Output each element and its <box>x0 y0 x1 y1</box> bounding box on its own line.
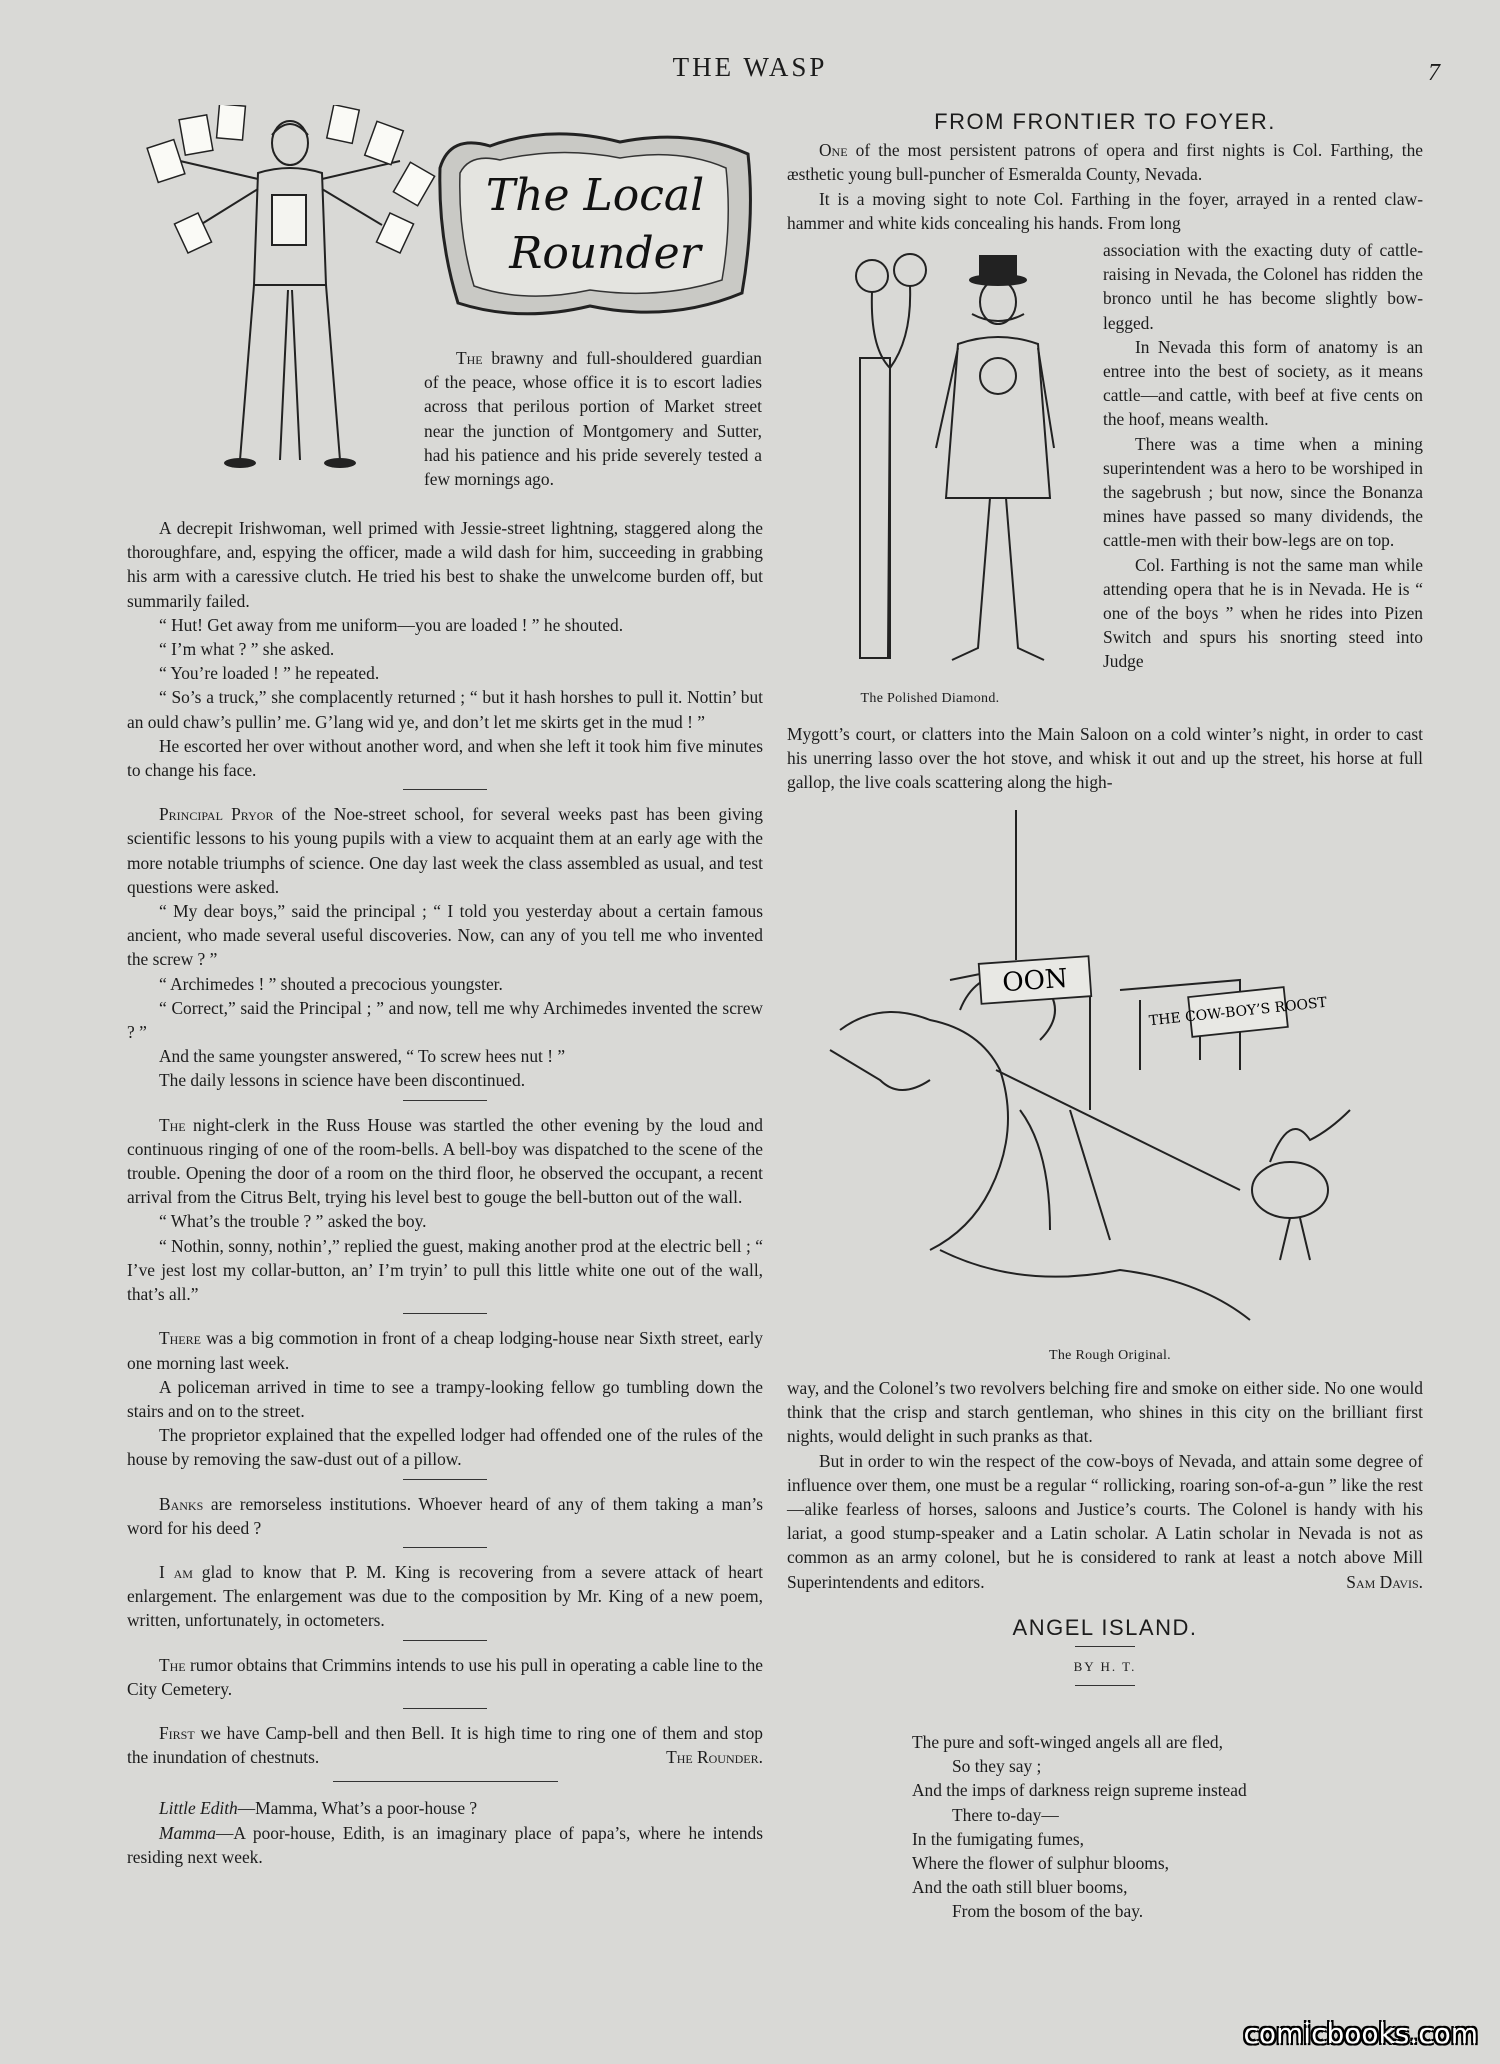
story2-para: The daily lessons in science have been discontinued. <box>159 1070 526 1091</box>
edith-text: —Mamma, What’s a poor-house ? <box>237 1798 478 1819</box>
frontier-column-beside <box>1103 238 1423 674</box>
frontier-signature: Sam Davis. <box>1346 1571 1423 1592</box>
local-rounder-intro <box>424 346 762 491</box>
story6-lead: I am <box>159 1561 193 1582</box>
poem-line: And the imps of darkness reign supreme instead <box>912 1780 1247 1801</box>
poem-line: So they say ; <box>952 1756 1042 1777</box>
story2-para: “ Archimedes ! ” shouted a precocious youngster. <box>159 973 503 994</box>
story2-para: “ My dear boys,” said the principal ; “ I told you yesterday about a certain famous ancient, who made several useful discoveries. Now, can any of you tell me who invented the screw ? ” <box>127 901 763 970</box>
section-divider <box>403 1479 487 1480</box>
story5-text: are remorseless institutions. Whoever heard of any of them taking a man’s word for his deed ? <box>127 1493 763 1538</box>
frontier-column-top <box>787 110 1423 235</box>
section-divider-short <box>1075 1646 1135 1647</box>
cowboys-roost-sign: THE COW-BOY’S ROOST <box>1148 994 1328 1030</box>
frontier-column-under <box>787 722 1423 795</box>
frontier-p4: There was a time when a mining superintendent was a hero to be worshiped in the sagebrush ; but now, since the Bonanza mines have passed so many dividends, the cattle-men with their bow-legs are on top. <box>1103 433 1423 551</box>
section-divider-long <box>333 1781 558 1782</box>
caption-rough-original: The Rough Original. <box>1049 1348 1171 1363</box>
saloon-sign: OON <box>1001 963 1069 999</box>
story1-para: He escorted her over without another word, and when she left it took him five minutes to change his face. <box>127 735 763 781</box>
story1-para: A decrepit Irishwoman, well primed with Jessie-street lightning, staggered along the thoroughfare, and, espying the officer, made a wild dash for him, succeeding in grabbing his arm with a caressive clutch. He tried his best to shake the unwelcome burden off, but summarily failed. <box>127 518 763 611</box>
story8-text: we have Camp-bell and then Bell. It is high time to ring one of them and stop the inundation of chestnuts. <box>127 1722 763 1768</box>
frontier-lead: One <box>819 140 848 161</box>
rounder-signature: The Rounder. <box>666 1747 763 1768</box>
story3-text: night-clerk in the Russ House was startled the other evening by the loud and continuous ringing of one of the room-bells. A bell-boy was dispatched to the scene of the trouble. Opening the door of a room on the third floor, he observed the occupant, a recent arrival from the Citrus Belt, trying his level best to gouge the bell-button out of the wall. <box>127 1114 763 1208</box>
section-divider-short <box>1075 1685 1135 1686</box>
poem-line: And the oath still bluer booms, <box>912 1877 1128 1898</box>
frontier-p1: of the most persistent patrons of opera and first nights is Col. Farthing, the æsthetic young bull-puncher of Esmeralda County, Nevada. <box>787 140 1423 185</box>
frontier-p2a: It is a moving sight to note Col. Farthing in the foyer, arrayed in a rented claw-hammer and white kids concealing his hands. From long <box>787 188 1423 233</box>
edith-name: Little Edith <box>159 1798 238 1819</box>
story4-para: A policeman arrived in time to see a trampy-looking fellow go tumbling down the stairs and on to the street. <box>127 1376 763 1421</box>
story2-para: And the same youngster answered, “ To screw hees nut ! ” <box>159 1046 566 1067</box>
angel-island-title: ANGEL ISLAND. <box>1012 1615 1198 1641</box>
story2-lead: Principal Pryor <box>159 804 274 825</box>
section-divider <box>403 1313 487 1314</box>
local-rounder-logo <box>430 128 760 323</box>
frontier-p2b: association with the exacting duty of cattle-raising in Nevada, the Colonel has ridden the bronco until he has become slightly bow-legged. <box>1103 240 1423 333</box>
frontier-title: FROM FRONTIER TO FOYER. <box>934 109 1276 134</box>
story7-text: rumor obtains that Crimmins intends to use his pull in operating a cable line to the City Cemetery. <box>127 1654 763 1699</box>
story3-lead: The <box>159 1114 186 1135</box>
section-divider <box>403 789 487 790</box>
story4-lead: There <box>159 1328 201 1349</box>
svg-text:The Local: The Local <box>485 170 705 221</box>
story2-text: of the Noe-street school, for several weeks past has been giving scientific lessons to his young pupils with a view to acquaint them at an early age with the more notable triumphs of science. One day last week the class assembled as usual, and test questions were asked. <box>127 804 764 897</box>
story5-lead: Banks <box>159 1493 204 1514</box>
frontier-p5c: way, and the Colonel’s two revolvers belching fire and smoke on either side. No one would think that the crisp and starch gentleman, who shines in this city on the brilliant first nights, would delight in such pranks as that. <box>787 1378 1423 1447</box>
section-divider <box>403 1547 487 1548</box>
story2-para: “ Correct,” said the Principal ; ” and now, tell me why Archimedes invented the screw ? ” <box>127 997 763 1043</box>
page-number: 7 <box>1428 60 1440 86</box>
frontier-p3: In Nevada this form of anatomy is an entree into the best of society, as it means cattle—and cattle, with beef at five cents on the hoof, means wealth. <box>1103 336 1423 430</box>
poem-line: Where the flower of sulphur blooms, <box>912 1853 1169 1874</box>
story1-para: “ You’re loaded ! ” he repeated. <box>159 663 380 684</box>
poem-line: There to-day— <box>952 1804 1059 1825</box>
intro-text: brawny and full-shouldered guardian of the peace, whose office it is to escort ladies across that perilous portion of Market street near the junction of Montgomery and Sutter, had his patience and his pride severely tested a few mornings ago. <box>424 348 762 490</box>
frontier-p6: But in order to win the respect of the cow-boys of Nevada, and attain some degree of influence over them, one must be a regular “ rollicking, roaring son-of-a-gun ” like the rest—alike fearless of horses, saloons and Justice’s courts. The Colonel is handy with his lariat, a good stump-speaker and a Latin scholar. A Latin scholar in Nevada is not as common as an army colonel, but he is considered to rank at least a notch above Mill Superintendents and editors. <box>787 1450 1423 1592</box>
rough-original-illustration <box>820 810 1400 1330</box>
story8-lead: First <box>159 1722 195 1743</box>
frontier-column-bottom <box>787 1376 1423 1702</box>
angel-island-byline: BY H. T. <box>1073 1659 1137 1675</box>
story3-para: “ What’s the trouble ? ” asked the boy. <box>159 1211 427 1232</box>
story6-text: glad to know that P. M. King is recovering from a severe attack of heart enlargement. The enlargement was due to the composition by Mr. King of a new poem, written, unfortunately, in octometers. <box>127 1561 763 1631</box>
section-divider <box>403 1100 487 1101</box>
poem-line: The pure and soft-winged angels all are fled, <box>912 1732 1223 1752</box>
poem-line: In the fumigating fumes, <box>912 1828 1084 1849</box>
masthead-title: THE WASP <box>672 52 828 82</box>
svg-text:Rounder: Rounder <box>509 228 701 279</box>
intro-lead: The <box>456 348 483 368</box>
story1-para: “ I’m what ? ” she asked. <box>159 639 335 660</box>
mamma-name: Mamma <box>159 1822 216 1843</box>
story3-para: “ Nothin, sonny, nothin’,” replied the guest, making another prod at the electric bell ; “ I’ve jest lost my collar-button, an’ I’m tryin’ to pull this little white one out of the wall, that’s all.” <box>127 1235 763 1305</box>
story4-para: The proprietor explained that the expelled lodger had offended one of the rules of the house by removing the saw-dust out of a pillow. <box>127 1425 763 1470</box>
story1-para: “ So’s a truck,” she complacently returned ; “ but it hash horshes to pull it. Nottin’ but an ould chaw’s pullin’ me. G’lang wid ye, and don’t let me skirts get in the mud ! ” <box>127 687 763 732</box>
polished-diamond-illustration <box>840 248 1090 678</box>
frontier-p5a: Col. Farthing is not the same man while attending opera that he is in Nevada. He is “ one of the boys ” when he rides into Pizen Switch and spurs his snorting steed into Judge <box>1103 554 1423 672</box>
poem-line: From the bosom of the bay. <box>952 1901 1144 1922</box>
section-divider <box>403 1708 487 1709</box>
caption-polished-diamond: The Polished Diamond. <box>860 691 1000 706</box>
local-rounder-column <box>127 516 763 1869</box>
story7-lead: The <box>159 1654 186 1675</box>
watermark-logo: comicbooks.com <box>1243 2017 1478 2050</box>
local-rounder-illustration <box>140 105 450 475</box>
mamma-text: —A poor-house, Edith, is an imaginary place of papa’s, where he intends residing next week. <box>127 1822 763 1867</box>
story4-text: was a big commotion in front of a cheap lodging-house near Sixth street, early one morning last week. <box>127 1328 763 1373</box>
frontier-p5b: Mygott’s court, or clatters into the Main Saloon on a cold winter’s night, in order to cast his unerring lasso over the hot stove, and whisk it out and up the street, his horse at full gallop, the live coals scattering along the high- <box>787 724 1423 793</box>
section-divider <box>403 1640 487 1641</box>
angel-island-poem <box>912 1730 1392 1924</box>
story1-para: “ Hut! Get away from me uniform—you are loaded ! ” he shouted. <box>159 614 624 635</box>
